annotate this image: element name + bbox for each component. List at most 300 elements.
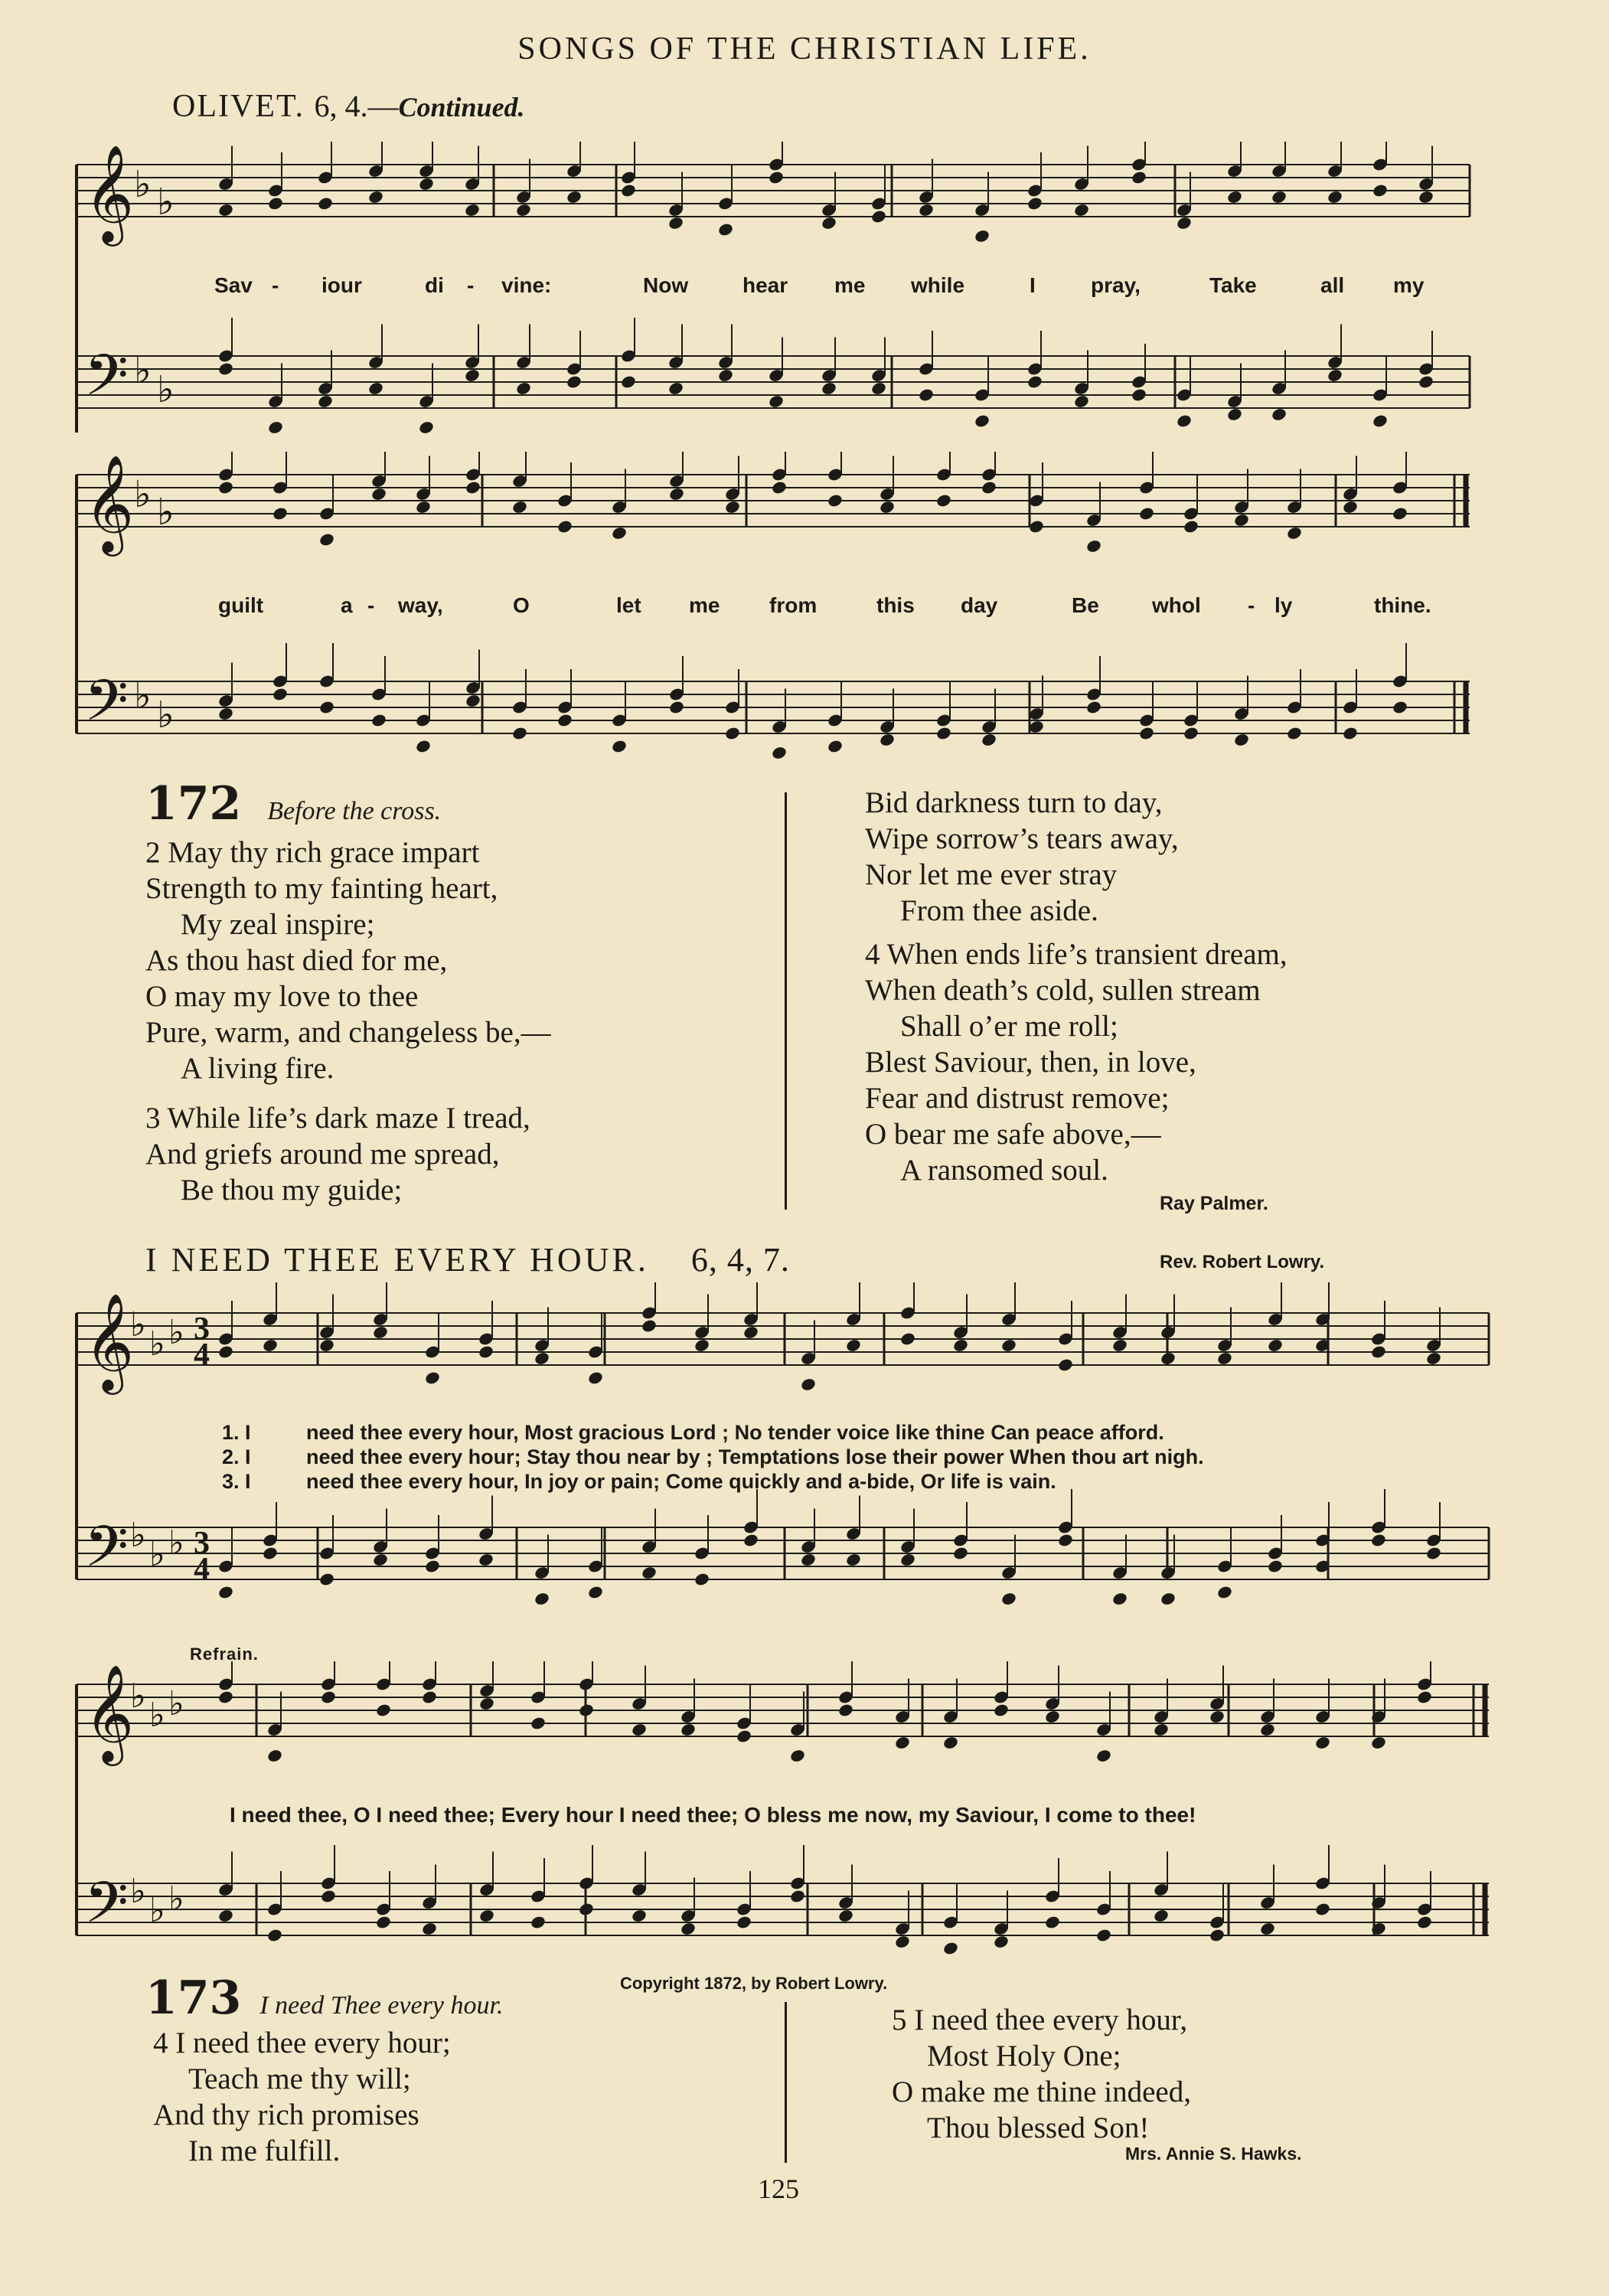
verse-text: need thee every hour, In joy or pain; Come quickly and a-bide, Or life is vain. <box>306 1470 1056 1493</box>
svg-text:♭: ♭ <box>168 1880 184 1918</box>
note-head <box>1286 726 1303 741</box>
note-head <box>1370 1921 1387 1936</box>
note-head <box>918 387 935 403</box>
note-head <box>1183 519 1199 534</box>
verse-number: 1. I <box>222 1421 251 1444</box>
note-head <box>1418 189 1434 204</box>
note-head <box>768 170 785 185</box>
svg-text:♭: ♭ <box>149 1892 165 1929</box>
note-head <box>717 222 734 237</box>
verse-line: When death’s cold, sullen stream <box>865 974 1261 1007</box>
note-head <box>611 739 628 754</box>
note-head <box>1271 407 1288 422</box>
svg-text:𝄢: 𝄢 <box>84 342 129 423</box>
svg-text:♭: ♭ <box>149 1325 165 1363</box>
svg-text:♭: ♭ <box>168 1685 184 1723</box>
note-head <box>1327 367 1343 383</box>
note-head <box>974 228 991 243</box>
note-head <box>899 1331 916 1347</box>
note-head <box>1044 1709 1061 1724</box>
note-head <box>1160 1591 1177 1606</box>
hymn-173-right-column <box>892 2002 1191 2146</box>
verse-line: In me fulfill. <box>188 2134 341 2167</box>
note-head <box>1085 538 1102 554</box>
time-signature-top: 3 <box>194 1311 210 1347</box>
svg-text:𝄢: 𝄢 <box>84 668 129 748</box>
note-head <box>1131 170 1147 185</box>
verse-line: Wipe sorrow’s tears away, <box>865 822 1179 855</box>
note-head <box>266 1748 283 1763</box>
verse-lyric-line <box>222 1445 1204 1469</box>
note-head <box>424 1370 441 1386</box>
note-head <box>465 693 481 708</box>
note-head <box>587 1370 604 1386</box>
note-head <box>320 1889 337 1904</box>
note-head <box>415 499 432 514</box>
verse-lyric-line <box>222 1420 1204 1445</box>
note-head <box>641 1318 658 1334</box>
note-head <box>556 519 573 534</box>
verse-line: A living fire. <box>181 1052 335 1085</box>
syllable: day <box>961 593 998 617</box>
note-head <box>478 1696 495 1711</box>
hymn-number: 172 <box>145 777 242 831</box>
tune-composer: Rev. Robert Lowry. <box>1160 1252 1325 1272</box>
note-head <box>1342 499 1359 514</box>
hymn-subtitle: Before the cross. <box>267 797 442 825</box>
note-head <box>1286 525 1303 541</box>
note-head <box>1073 202 1090 217</box>
note-head <box>631 1722 648 1737</box>
syllable: O <box>513 593 530 617</box>
verse-line: Most Holy One; <box>927 2040 1121 2072</box>
note-head <box>1209 1709 1226 1724</box>
note-head <box>837 1908 854 1923</box>
note-head <box>870 380 887 396</box>
tune-name: OLIVET. <box>172 89 305 124</box>
verse-line: 4 I need thee every hour; <box>153 2027 451 2059</box>
syllable: di <box>425 273 444 297</box>
note-head <box>837 1703 854 1718</box>
column-divider <box>785 2002 787 2163</box>
verse-number: 2. I <box>222 1445 251 1468</box>
note-head <box>620 183 637 198</box>
note-head <box>981 480 997 495</box>
tune-name: I NEED THEE EVERY HOUR. <box>145 1241 649 1279</box>
note-head <box>262 1546 279 1561</box>
note-head <box>894 1735 911 1750</box>
note-head <box>367 380 384 396</box>
note-head <box>418 176 435 191</box>
note-head <box>1392 700 1408 715</box>
verse-line: Teach me thy will; <box>188 2062 411 2095</box>
syllable: I <box>1030 273 1036 297</box>
svg-text:𝄞: 𝄞 <box>84 1292 135 1390</box>
note-head <box>1370 1735 1387 1750</box>
svg-text:♭: ♭ <box>130 1517 146 1554</box>
syllable: Be <box>1072 593 1099 617</box>
page-header: SONGS OF THE CHRISTIAN LIFE. <box>517 31 1092 67</box>
hymn-172-heading <box>145 777 441 831</box>
note-head <box>1342 726 1359 741</box>
syllable: iour <box>321 273 362 297</box>
note-head <box>421 1921 438 1936</box>
tune-continued: Continued. <box>398 92 525 122</box>
svg-text:𝄢: 𝄢 <box>84 1870 129 1950</box>
note-head <box>1416 1690 1433 1705</box>
note-head <box>217 1344 234 1360</box>
note-head <box>578 1902 595 1917</box>
hymn-172-author: Ray Palmer. <box>1160 1193 1268 1214</box>
note-head <box>530 1915 547 1930</box>
note-head <box>1111 1337 1128 1353</box>
hymn-subtitle: I need Thee every hour. <box>259 1991 504 2020</box>
syllable: a <box>341 593 353 617</box>
note-head <box>587 1585 604 1600</box>
svg-text:𝄞: 𝄞 <box>84 144 135 242</box>
note-head <box>1233 732 1250 747</box>
note-head <box>217 1585 234 1600</box>
note-head <box>1372 183 1389 198</box>
note-head <box>1160 1350 1177 1366</box>
note-head <box>318 1337 335 1353</box>
verse-line: As thou hast died for me, <box>145 944 448 977</box>
verse-line: Fear and distrust remove; <box>865 1082 1170 1115</box>
note-head <box>534 1350 550 1366</box>
note-head <box>1418 374 1434 390</box>
note-head <box>418 420 435 435</box>
note-head <box>667 380 684 396</box>
note-head <box>318 1572 335 1587</box>
note-head <box>1259 1722 1276 1737</box>
note-head <box>800 1377 817 1392</box>
note-head <box>694 1337 710 1353</box>
tune-meter: 6, 4.— <box>314 89 399 123</box>
note-head <box>845 1552 862 1567</box>
syllable: from <box>769 593 818 617</box>
note-head <box>879 732 896 747</box>
note-head <box>217 1908 234 1923</box>
note-head <box>556 713 573 728</box>
tune-title-olivet <box>172 88 525 125</box>
note-head <box>318 532 335 547</box>
note-head <box>935 493 952 508</box>
note-head <box>768 394 785 409</box>
note-head <box>641 1565 658 1580</box>
note-head <box>1259 1921 1276 1936</box>
svg-text:𝄢: 𝄢 <box>84 1514 129 1594</box>
syllable: Take <box>1209 273 1257 297</box>
syllable: Now <box>643 273 689 297</box>
syllable: pray, <box>1091 273 1141 297</box>
note-head <box>1216 1585 1233 1600</box>
note-head <box>566 189 583 204</box>
note-head <box>620 374 637 390</box>
svg-text:𝄞: 𝄞 <box>84 454 135 552</box>
tune-title-need-thee <box>145 1240 790 1279</box>
note-head <box>320 1690 337 1705</box>
note-head <box>827 739 844 754</box>
note-head <box>1095 1748 1112 1763</box>
note-head <box>667 215 684 230</box>
note-head <box>424 1559 441 1574</box>
note-head <box>789 1889 806 1904</box>
note-head <box>1226 189 1243 204</box>
verse-line: O may my love to thee <box>145 980 419 1013</box>
verse-line: Bid darkness turn to day, <box>865 786 1163 819</box>
need-thee-lyrics <box>222 1420 1204 1494</box>
syllable: let <box>616 593 641 617</box>
note-head <box>1111 1591 1128 1606</box>
note-head <box>317 196 334 211</box>
note-head <box>742 1324 759 1340</box>
note-head <box>1271 189 1288 204</box>
hymn-173-heading <box>145 1971 503 2025</box>
verse-line: Thou blessed Son! <box>927 2111 1150 2144</box>
note-head <box>262 1337 279 1353</box>
note-head <box>981 732 997 747</box>
note-head <box>464 367 481 383</box>
note-head <box>370 486 387 501</box>
note-head <box>217 480 234 495</box>
note-head <box>800 1552 817 1567</box>
note-head <box>372 1324 389 1340</box>
syllable: vine: <box>501 273 552 297</box>
note-head <box>1314 1735 1331 1750</box>
note-head <box>771 480 788 495</box>
note-head <box>272 506 289 521</box>
note-head <box>1095 1928 1112 1943</box>
verse-line: O bear me safe above,— <box>865 1118 1161 1151</box>
note-head <box>1026 196 1043 211</box>
syllable: all <box>1320 273 1345 297</box>
note-head <box>511 726 528 741</box>
note-head <box>1138 726 1155 741</box>
syllable: ly <box>1274 593 1293 617</box>
svg-text:♭: ♭ <box>149 1536 165 1573</box>
note-head <box>935 726 952 741</box>
syllable: whol <box>1152 593 1201 617</box>
note-head <box>974 413 991 429</box>
refrain-label: Refrain. <box>190 1644 259 1664</box>
verse-line: And thy rich promises <box>153 2098 419 2131</box>
note-head <box>1392 506 1408 521</box>
note-head <box>1057 1357 1074 1373</box>
note-head <box>1073 394 1090 409</box>
note-head <box>465 480 481 495</box>
note-head <box>478 1908 495 1923</box>
note-head <box>789 1748 806 1763</box>
note-head <box>370 713 387 728</box>
note-head <box>680 1722 697 1737</box>
time-signature-bottom: 4 <box>194 1337 210 1373</box>
note-head <box>1176 413 1193 429</box>
note-head <box>421 1690 438 1705</box>
note-head <box>1327 189 1343 204</box>
verse-line: O make me thine indeed, <box>892 2076 1191 2108</box>
verse-line: 2 May thy rich grace impart <box>145 836 480 869</box>
note-head <box>1314 1902 1331 1917</box>
svg-text:♭: ♭ <box>134 351 152 391</box>
note-head <box>1085 700 1102 715</box>
syllable: way, <box>398 593 443 617</box>
syllable: hear <box>742 273 788 297</box>
note-head <box>478 1344 494 1360</box>
note-head <box>511 499 528 514</box>
verse-line: Blest Saviour, then, in love, <box>865 1046 1196 1079</box>
note-head <box>530 1716 547 1731</box>
time-signature-bottom: 4 <box>194 1552 210 1587</box>
verse-line: Be thou my guide; <box>181 1174 403 1207</box>
hymn-number: 173 <box>145 1971 242 2025</box>
note-head <box>952 1546 969 1561</box>
note-head <box>578 1703 595 1718</box>
svg-text:♭: ♭ <box>149 1697 165 1734</box>
note-head <box>1057 1533 1074 1548</box>
syllable: guilt <box>218 593 264 617</box>
svg-text:♭: ♭ <box>134 475 152 515</box>
note-head <box>478 1552 494 1567</box>
note-head <box>1233 512 1250 527</box>
note-head <box>317 394 334 409</box>
note-head <box>1183 726 1199 741</box>
note-head <box>515 380 532 396</box>
note-head <box>694 1572 710 1587</box>
note-head <box>742 1533 759 1548</box>
note-head <box>1267 1337 1284 1353</box>
note-head <box>272 687 289 702</box>
syllable: thine. <box>1374 593 1431 617</box>
note-head <box>367 189 384 204</box>
note-head <box>1267 1559 1284 1574</box>
svg-text:♭: ♭ <box>157 492 175 533</box>
syllable: this <box>876 593 915 617</box>
note-head <box>515 202 532 217</box>
note-head <box>375 1915 392 1930</box>
note-head <box>611 525 628 541</box>
note-head <box>993 1703 1010 1718</box>
verse-line: 5 I need thee every hour, <box>892 2004 1188 2036</box>
note-head <box>736 1729 752 1744</box>
syllable: while <box>911 273 965 297</box>
column-divider <box>785 792 787 1210</box>
note-head <box>1153 1722 1170 1737</box>
note-head <box>1131 387 1147 403</box>
note-head <box>771 745 788 760</box>
syllable: my <box>1393 273 1425 297</box>
syllable: me <box>689 593 720 617</box>
svg-text:♭: ♭ <box>157 370 175 410</box>
note-head <box>993 1934 1010 1949</box>
note-head <box>1138 506 1155 521</box>
refrain-lyrics: I need thee, O I need thee; Every hour I need thee; O bless me now, my Saviour, I come to thee! <box>230 1803 1196 1827</box>
note-head <box>736 1915 752 1930</box>
note-head <box>942 1735 959 1750</box>
note-head <box>631 1908 648 1923</box>
note-head <box>1372 413 1389 429</box>
syllable: Sav <box>214 273 253 297</box>
syllable: - <box>1248 593 1255 617</box>
note-head <box>1370 1344 1387 1360</box>
note-head <box>415 739 432 754</box>
verse-line: A ransomed soul. <box>900 1154 1108 1187</box>
note-head <box>1000 1337 1017 1353</box>
syllable: me <box>834 273 866 297</box>
note-head <box>267 420 284 435</box>
svg-text:♭: ♭ <box>157 695 175 736</box>
hymn-173-left-column <box>153 2025 451 2169</box>
note-head <box>217 706 234 721</box>
note-head <box>680 1921 697 1936</box>
tune-meter: 6, 4, 7. <box>690 1241 790 1279</box>
verse-line: 3 While life’s dark maze I tread, <box>145 1102 530 1135</box>
note-head <box>668 486 685 501</box>
note-head <box>724 726 741 741</box>
verse-line: Nor let me ever stray <box>865 858 1118 891</box>
hymn-172-left-column <box>145 834 551 1208</box>
note-head <box>821 215 837 230</box>
time-signature-top: 3 <box>194 1526 210 1561</box>
note-head <box>952 1337 969 1353</box>
verse-line: And griefs around me spread, <box>145 1138 500 1171</box>
hymn-173-author: Mrs. Annie S. Hawks. <box>1125 2144 1302 2164</box>
note-head <box>1000 1591 1017 1606</box>
note-head <box>668 700 685 715</box>
note-head <box>942 1941 959 1956</box>
verse-line: My zeal inspire; <box>181 908 375 941</box>
note-head <box>899 1552 916 1567</box>
note-head <box>217 202 234 217</box>
note-head <box>1370 1533 1387 1548</box>
svg-text:♭: ♭ <box>130 1677 146 1715</box>
note-head <box>1216 1350 1233 1366</box>
note-head <box>870 209 887 224</box>
svg-text:♭: ♭ <box>130 1873 146 1910</box>
verse-line: Strength to my fainting heart, <box>145 872 498 905</box>
svg-text:♭: ♭ <box>134 676 152 717</box>
page-number: 125 <box>758 2174 799 2204</box>
note-head <box>217 361 234 377</box>
note-head <box>1026 374 1043 390</box>
note-head <box>1425 1546 1442 1561</box>
svg-text:♭: ♭ <box>168 1524 184 1562</box>
verse-line: 4 When ends life’s transient dream, <box>865 938 1288 971</box>
note-head <box>821 380 837 396</box>
verse-line: Shall o’er me roll; <box>900 1010 1118 1043</box>
note-head <box>879 499 896 514</box>
syllable: - <box>367 593 375 617</box>
verse-text: need thee every hour, Most gracious Lord ; No tender voice like thine Can peace afford. <box>306 1421 1164 1444</box>
note-head <box>1226 407 1243 422</box>
note-head <box>1416 1915 1433 1930</box>
svg-text:♭: ♭ <box>130 1306 146 1344</box>
verse-text: need thee every hour; Stay thou near by ; Temptations lose their power When thou art nigh. <box>306 1445 1204 1468</box>
syllable: - <box>467 273 475 297</box>
verse-number: 3. I <box>222 1470 251 1493</box>
note-head <box>267 196 284 211</box>
syllable: - <box>272 273 279 297</box>
note-head <box>1425 1350 1442 1366</box>
svg-text:♭: ♭ <box>157 182 175 223</box>
svg-text:♭: ♭ <box>134 165 152 205</box>
note-head <box>266 1928 283 1943</box>
note-head <box>464 202 481 217</box>
note-head <box>1209 1928 1226 1943</box>
svg-text:♭: ♭ <box>168 1314 184 1351</box>
verse-line: From thee aside. <box>900 894 1098 927</box>
note-head <box>318 700 335 715</box>
note-head <box>217 1690 234 1705</box>
